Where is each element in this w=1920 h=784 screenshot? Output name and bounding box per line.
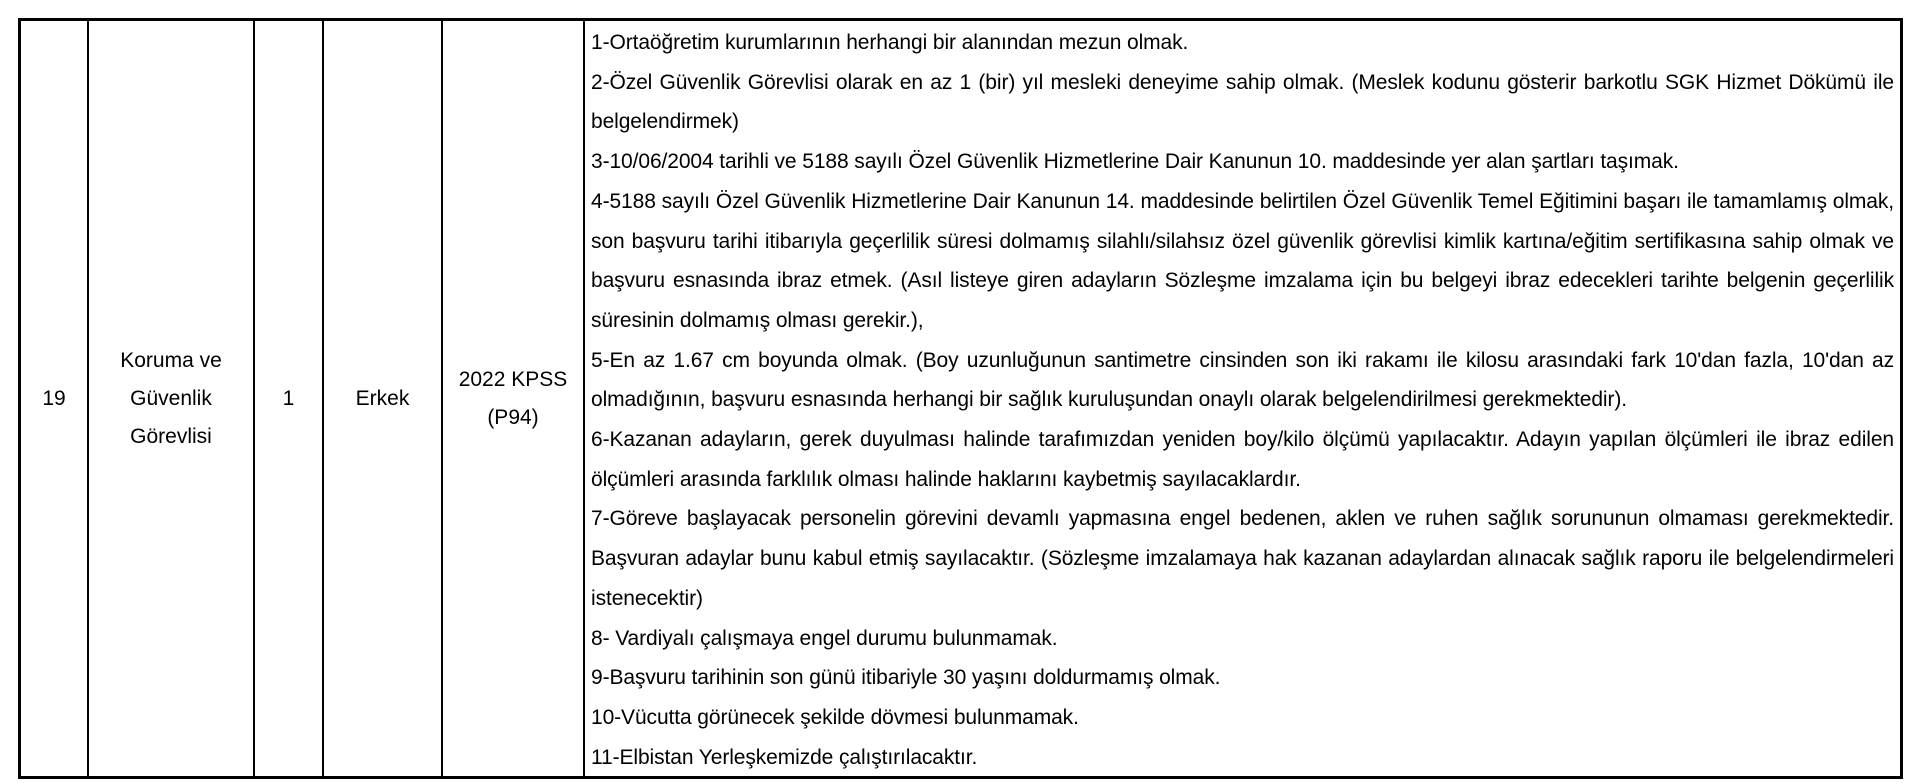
position-title: Koruma ve Güvenlik Görevlisi <box>120 348 222 448</box>
quantity-cell <box>255 21 324 776</box>
requirement-item: 9-Başvuru tarihinin son günü itibariyle 30 yaşını doldurmamış olmak. <box>591 666 1221 690</box>
gender-cell <box>324 21 443 776</box>
requirement-item: 1-Ortaöğretim kurumlarının herhangi bir alanından mezun olmak. <box>591 31 1189 54</box>
requirement-item: 3-10/06/2004 tarihli ve 5188 sayılı Özel Güvenlik Hizmetlerine Dair Kanunun 10. maddesinde yer alan şartları taşımak. <box>591 150 1679 174</box>
row-number-cell <box>21 21 89 776</box>
requirement-item: 7-Göreve başlayacak personelin görevini devamlı yapmasına engel bedenen, aklen ve ruhen sağlık sorununun olmaması gerekmektedir. Başvuran adaylar bunu kabul etmiş sayılacaktır. (Sözleşme imzalamaya hak kazanan adaylardan alınacak sağlık raporu ile belgelendirmeleri istenecektir) <box>591 507 1894 610</box>
quantity-value: 1 <box>282 386 295 410</box>
row-number: 19 <box>42 386 66 410</box>
requirement-item: 8- Vardiyalı çalışmaya engel durumu bulunmamak. <box>591 626 1058 650</box>
exam-score-cell <box>443 21 585 776</box>
gender-value: Erkek <box>355 386 410 410</box>
requirements-cell <box>585 21 1900 776</box>
job-posting-table-row-19 <box>18 18 1903 779</box>
requirement-item: 5-En az 1.67 cm boyunda olmak. (Boy uzunluğunun santimetre cinsinden son iki rakamı ile kilosu arasındaki fark 10'dan fazla, 10'dan az olmadığının, başvuru esnasında herhangi bir sağlık kuruluşundan onaylı olarak belgelendirilmesi gerekmektedir). <box>591 348 1894 412</box>
requirement-item: 2-Özel Güvenlik Görevlisi olarak en az 1 (bir) yıl mesleki deneyime sahip olmak. (Meslek kodunu gösterir barkotlu SGK Hizmet Dökümü ile belgelendirmek) <box>591 70 1894 134</box>
requirement-item: 6-Kazanan adayların, gerek duyulması halinde tarafımızdan yeniden boy/kilo ölçümü yapılacaktır. Adayın yapılan ölçümleri ile ibraz edilen ölçümleri arasında farklılık olması halinde haklarını kaybetmiş sayılacaklardır. <box>591 428 1894 491</box>
position-title-cell <box>89 21 255 776</box>
requirement-item: 10-Vücutta görünecek şekilde dövmesi bulunmamak. <box>591 705 1079 729</box>
requirement-item: 4-5188 sayılı Özel Güvenlik Hizmetlerine Dair Kanunun 14. maddesinde belirtilen Özel Güvenlik Temel Eğitimini başarı ile tamamlamış olmak, son başvuru tarihi itibarıyla geçerlilik süresi dolmamış silahlı/silahsız özel güvenlik görevlisi kimlik kartına/eğitim sertifikasına sahip olmak ve başvuru esnasında ibraz etmek. (Asıl listeye giren adayların Sözleşme imzalama için bu belgeyi ibraz edecekleri tarihte belgenin geçerlilik süresinin dolmamış olması gerekir.), <box>591 189 1894 332</box>
requirement-item: 11-Elbistan Yerleşkemizde çalıştırılacaktır. <box>591 745 978 769</box>
exam-score-value: 2022 KPSS (P94) <box>458 367 568 429</box>
